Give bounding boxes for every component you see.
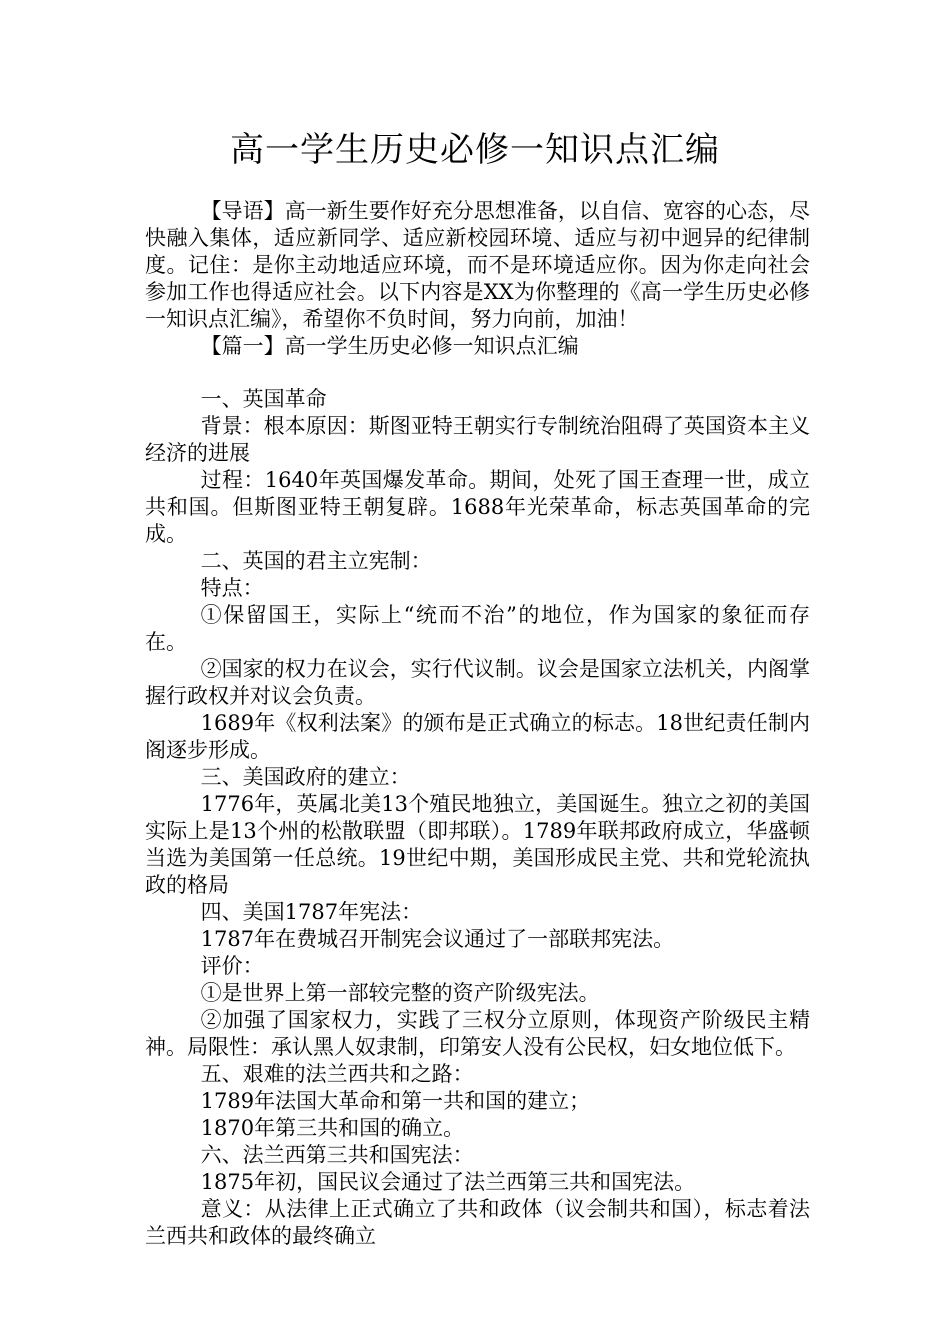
paragraph-constitution: 1787年在费城召开制宪会议通过了一部联邦宪法。 [200, 927, 675, 951]
section-heading-4: 四、美国1787年宪法： [200, 900, 423, 924]
paragraph-background: 背景：根本原因：斯图亚特王朝实行专制统治阻碍了英国资本主义经济的进展 [145, 414, 810, 465]
section-heading-1: 一、英国革命 [200, 387, 327, 411]
section-heading-6: 六、法兰西第三共和国宪法： [200, 1143, 474, 1167]
section-heading-3: 三、美国政府的建立： [200, 765, 411, 789]
paragraph-evaluation-1: ①是世界上第一部较完整的资产阶级宪法。 [200, 981, 600, 1005]
paragraph-features-label: 特点： [200, 576, 264, 600]
document-title: 高一学生历史必修一知识点汇编 [230, 130, 720, 170]
section-heading-5: 五、艰难的法兰西共和之路： [200, 1062, 474, 1086]
paragraph-significance: 意义：从法律上正式确立了共和政体（议会制共和国），标志着法兰西共和政体的最终确立 [145, 1197, 810, 1248]
paragraph-feature-2: ②国家的权力在议会，实行代议制。议会是国家立法机关，内阁掌握行政权并对议会负责。 [145, 657, 810, 708]
paragraph-evaluation-label: 评价： [200, 954, 264, 978]
paragraph-process: 过程：1640年英国爆发革命。期间，处死了国王查理一世，成立共和国。但斯图亚特王朝复辟。1688年光荣革命，标志英国革命的完成。 [145, 468, 810, 546]
paragraph-us-founding: 1776年，英属北美13个殖民地独立，美国诞生。独立之初的美国实际上是13个州的松散联盟（即邦联）。1789年联邦政府成立，华盛顿当选为美国第一任总统。19世纪中期，美国形成民主党、共和党轮流执政的格局 [145, 792, 810, 897]
paragraph-1789: 1789年法国大革命和第一共和国的建立； [200, 1089, 591, 1113]
paragraph-evaluation-2: ②加强了国家权力，实践了三权分立原则，体现资产阶级民主精神。局限性：承认黑人奴隶制，印第安人没有公民权，妇女地位低下。 [145, 1008, 810, 1059]
paragraph-1875: 1875年初，国民议会通过了法兰西第三共和国宪法。 [200, 1170, 696, 1194]
paragraph-bill-of-rights: 1689年《权利法案》的颁布是正式确立的标志。18世纪责任制内阁逐步形成。 [145, 711, 810, 762]
part-heading: 【篇一】高一学生历史必修一知识点汇编 [200, 334, 579, 358]
document-body [145, 198, 810, 1250]
intro-paragraph: 【导语】高一新生要作好充分思想准备，以自信、宽容的心态，尽快融入集体，适应新同学、适应新校园环境、适应与初中迥异的纪律制度。记住：是你主动地适应环境，而不是环境适应你。因为你走向社会参加工作也得适应社会。以下内容是XX为你整理的《高一学生历史必修一知识点汇编》，希望你不负时间，努力向前，加油！ [145, 199, 810, 331]
paragraph-1870: 1870年第三共和国的确立。 [200, 1116, 465, 1140]
paragraph-feature-1: ①保留国王，实际上“统而不治”的地位，作为国家的象征而存在。 [145, 603, 810, 654]
section-heading-2: 二、英国的君主立宪制： [200, 549, 432, 573]
